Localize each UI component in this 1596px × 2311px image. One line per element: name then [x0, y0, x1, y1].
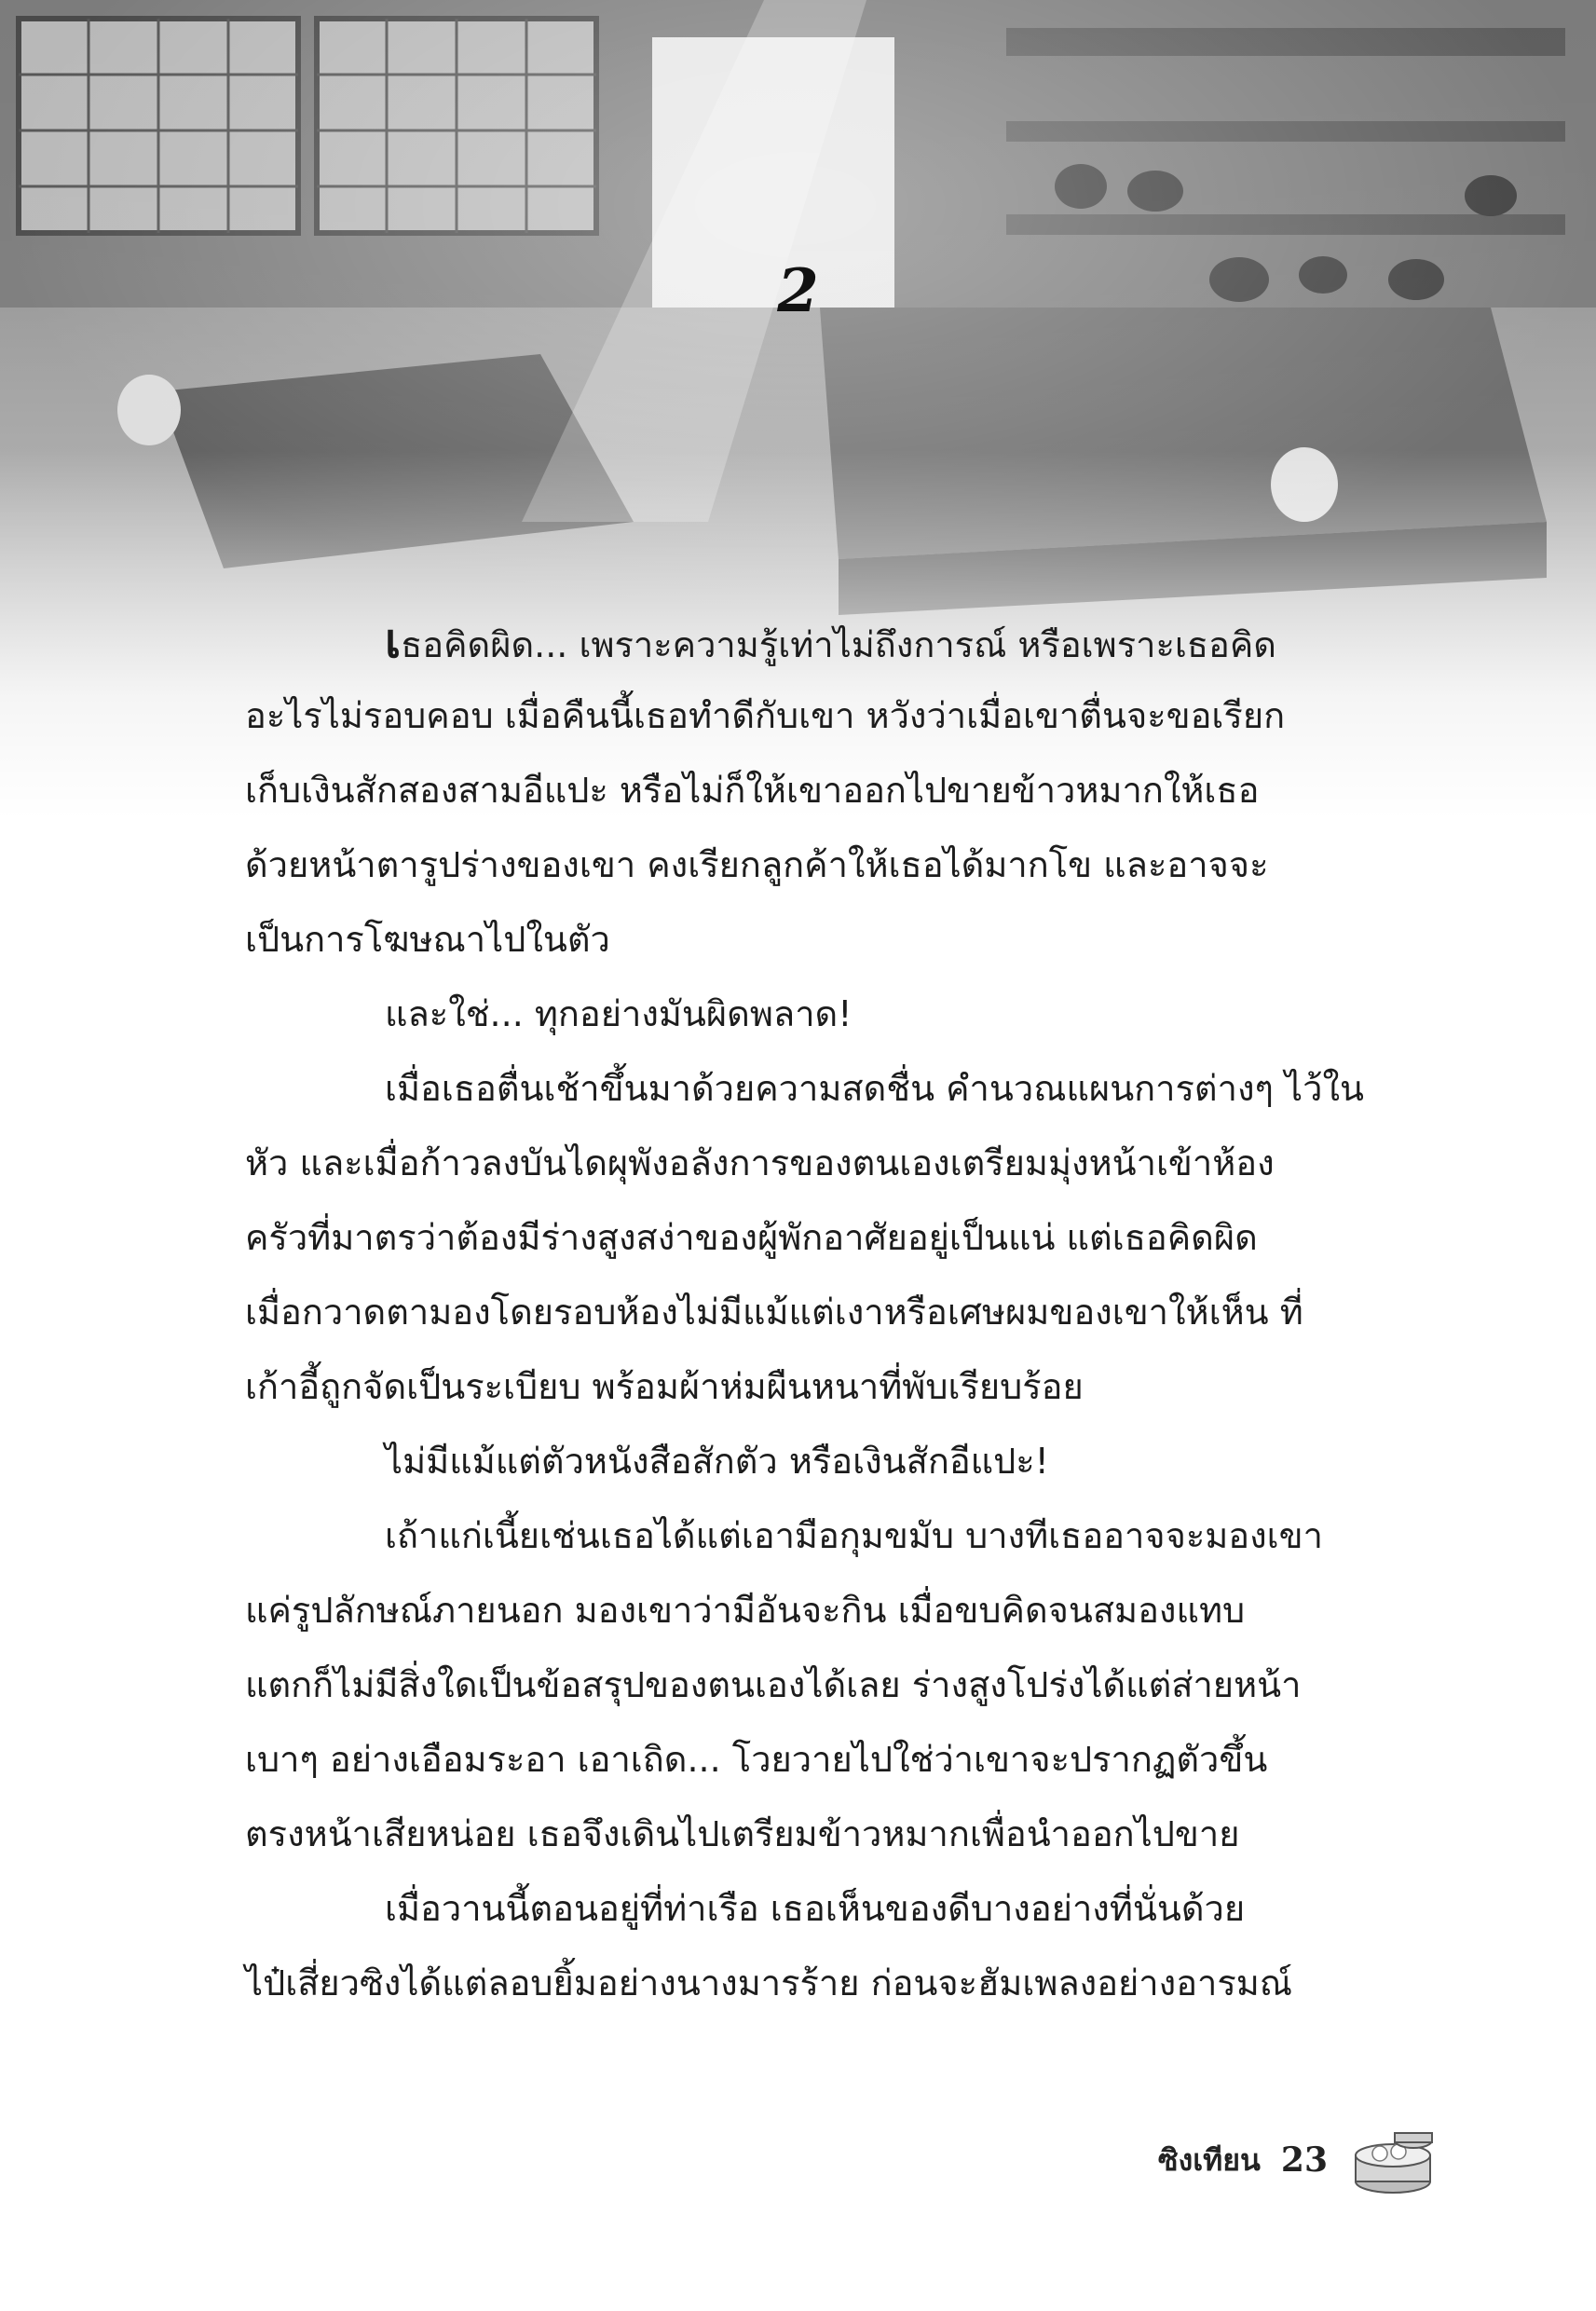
text-line-content: ด้วยหน้าตารูปร่างของเขา คงเรียกลูกค้าให้เธอได้มากโข และอาจจะ	[245, 844, 1269, 885]
text-line	[245, 1200, 1428, 1275]
text-line-content: ตรงหน้าเสียหน่อย เธอจึงเดินไปเตรียมข้าวหมากเพื่อนำออกไปขาย	[245, 1813, 1240, 1854]
text-line	[245, 753, 1428, 827]
book-title: ซิงเทียน	[1157, 2141, 1261, 2178]
text-line	[245, 1275, 1428, 1349]
text-line	[245, 1871, 1428, 1946]
text-line-content: แตกก็ไม่มีสิ่งใดเป็นข้อสรุปของตนเองได้เลย ร่างสูงโปร่งได้แต่ส่ายหน้า	[245, 1664, 1302, 1705]
text-line	[245, 678, 1428, 753]
text-line	[245, 1424, 1428, 1498]
text-line	[245, 1051, 1428, 1126]
text-line	[245, 902, 1428, 977]
text-line-content: และใช่... ทุกอย่างมันผิดพลาด!	[385, 993, 853, 1034]
drop-cap: เ	[385, 613, 402, 668]
bamboo-steamer-icon	[1348, 2124, 1438, 2196]
text-line	[245, 1573, 1428, 1648]
text-line-content: แค่รูปลักษณ์ภายนอก มองเขาว่ามีอันจะกิน เมื่อขบคิดจนสมองแทบ	[245, 1590, 1246, 1631]
text-line	[245, 1498, 1428, 1573]
text-line-content: ครัวที่มาตรว่าต้องมีร่างสูงสง่าของผู้พักอาศัยอยู่เป็นแน่ แต่เธอคิดผิด	[245, 1217, 1258, 1258]
text-line	[245, 1648, 1428, 1722]
text-line	[245, 1722, 1428, 1797]
text-line-content: อะไรไม่รอบคอบ เมื่อคืนนี้เธอทำดีกับเขา หวังว่าเมื่อเขาตื่นจะขอเรียก	[245, 695, 1286, 736]
chapter-number: 2	[777, 256, 819, 326]
text-line-content: ธอคิดผิด... เพราะความรู้เท่าไม่ถึงการณ์ หรือเพราะเธอคิด	[401, 624, 1276, 665]
text-line	[245, 604, 1428, 678]
text-line-content: เมื่อเธอตื่นเช้าขึ้นมาด้วยความสดชื่น คำนวณแผนการต่างๆ ไว้ใน	[385, 1068, 1364, 1109]
text-line	[245, 977, 1428, 1051]
text-line-content: เถ้าแก่เนี้ยเช่นเธอได้แต่เอามือกุมขมับ บางทีเธออาจจะมองเขา	[385, 1515, 1323, 1556]
page-number: 23	[1280, 2140, 1328, 2180]
text-line	[245, 1349, 1428, 1424]
text-line-content: ไป๋เสี่ยวซิงได้แต่ลอบยิ้มอย่างนางมารร้าย ก่อนจะฮัมเพลงอย่างอารมณ์	[245, 1962, 1293, 2003]
text-line-content: เบาๆ อย่างเอือมระอา เอาเถิด... โวยวายไปใช่ว่าเขาจะปรากฏตัวขึ้น	[245, 1739, 1268, 1780]
text-line-content: ไม่มีแม้แต่ตัวหนังสือสักตัว หรือเงินสักอีแปะ!	[385, 1441, 1049, 1482]
page-footer	[1158, 2132, 1438, 2188]
chapter-body	[245, 604, 1428, 2020]
text-line	[245, 1946, 1428, 2020]
text-line-content: เก็บเงินสักสองสามอีแปะ หรือไม่ก็ให้เขาออกไปขายข้าวหมากให้เธอ	[245, 770, 1260, 811]
text-line-content: เมื่อกวาดตามองโดยรอบห้องไม่มีแม้แต่เงาหรือเศษผมของเขาให้เห็น ที่	[245, 1292, 1303, 1333]
text-line-content: เป็นการโฆษณาไปในตัว	[245, 919, 610, 960]
text-line	[245, 1797, 1428, 1871]
text-line-content: เมื่อวานนี้ตอนอยู่ที่ท่าเรือ เธอเห็นของดีบางอย่างที่นั่นด้วย	[385, 1888, 1246, 1929]
text-line	[245, 827, 1428, 902]
text-line	[245, 1126, 1428, 1200]
text-line-content: หัว และเมื่อก้าวลงบันไดผุพังอลังการของตนเองเตรียมมุ่งหน้าเข้าห้อง	[245, 1142, 1275, 1183]
text-line-content: เก้าอี้ถูกจัดเป็นระเบียบ พร้อมผ้าห่มผืนหนาที่พับเรียบร้อย	[245, 1366, 1084, 1407]
